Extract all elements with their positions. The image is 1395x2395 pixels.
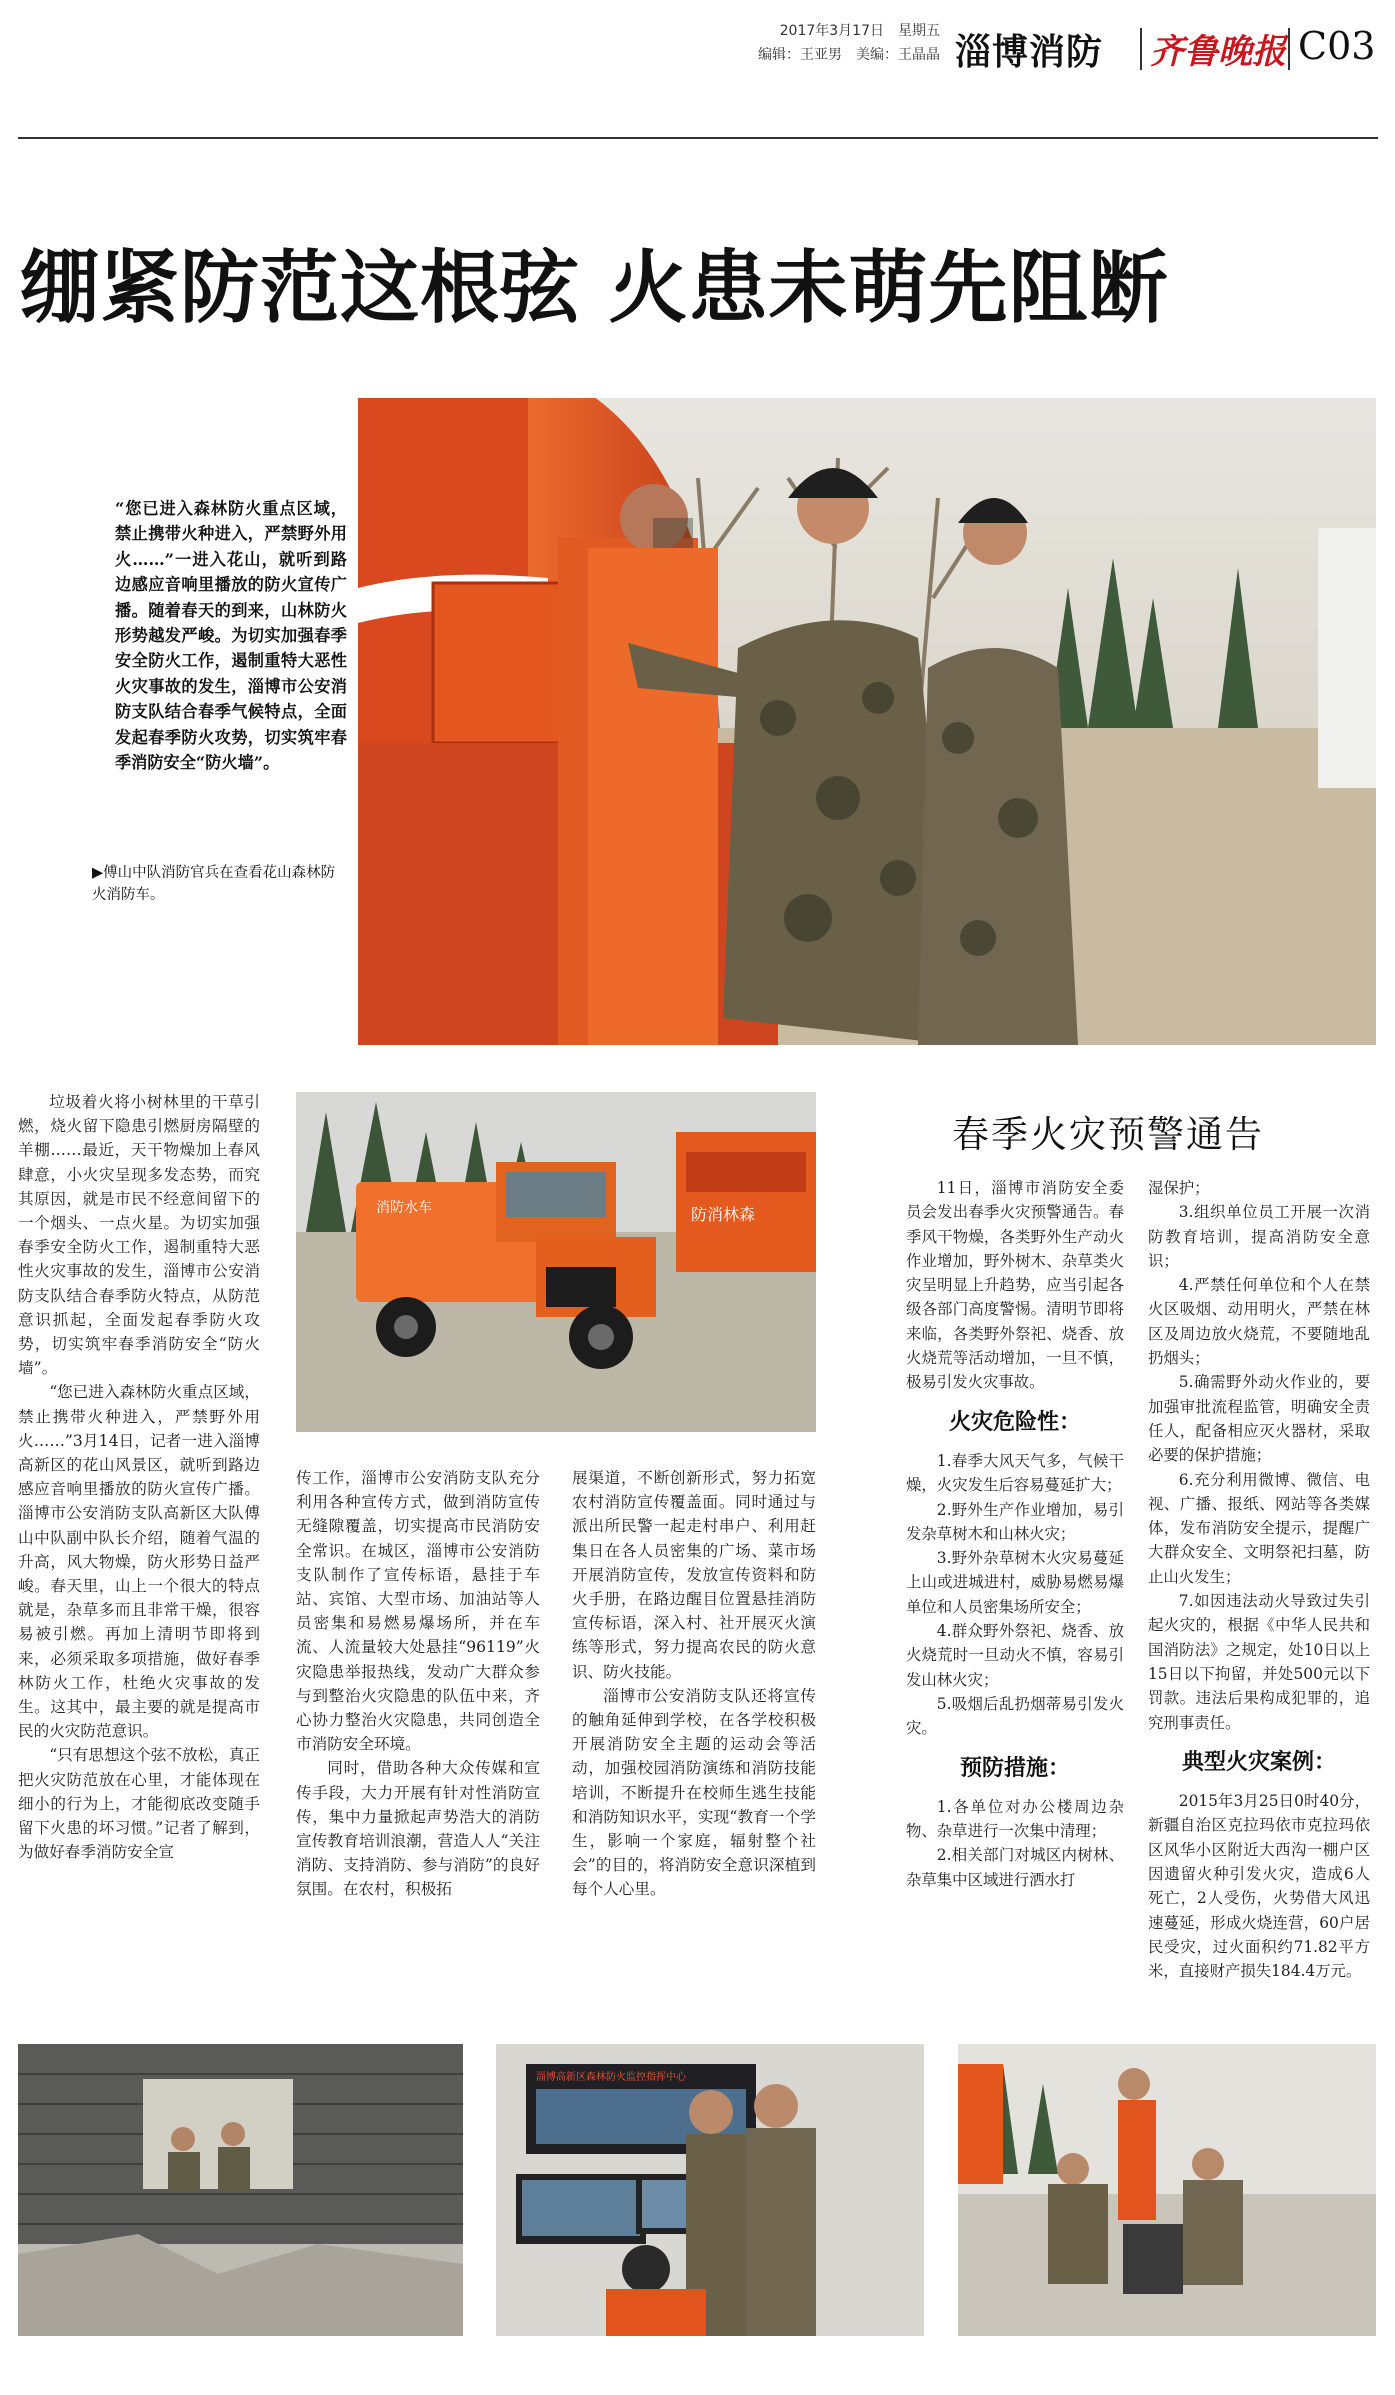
notice-item: 6.充分利用微博、微信、电视、广播、报纸、网站等各类媒体，发布消防安全提示，提醒广大群众安全、文明祭祀扫墓，防止山火发生； — [1148, 1470, 1370, 1586]
masthead-divider — [1140, 28, 1142, 70]
notice-column-2 — [1148, 1176, 1370, 1984]
lead-photo — [358, 398, 1376, 1045]
newspaper-logo: 齐鲁晚报 — [1150, 32, 1286, 72]
case-heading: 典型火灾案例： — [1181, 1749, 1336, 1775]
field-inspection-photo — [958, 2044, 1376, 2336]
control-room-sign: 淄博高新区森林防火监控指挥中心 — [536, 2072, 686, 2083]
page-headline: 绷紧防范这根弦 火患未萌先阻断 — [20, 242, 1169, 334]
burned-building-photo — [18, 2044, 463, 2336]
notice-column-1 — [906, 1176, 1124, 1892]
notice-item: 2.相关部门对城区内树林、杂草集中区域进行洒水打 — [906, 1846, 1124, 1889]
notice-intro: 11日，淄博市消防安全委员会发出春季火灾预警通告。春季风干物燥，各类野外生产动火作业增加，野外树木、杂草类火灾呈明显上升趋势，应当引起各级各部门高度警惕。清明节即将来临，各类野外祭祀、烧香、放火烧荒等活动增加，一旦不慎，极易引发火灾事故。 — [906, 1179, 1124, 1392]
masthead-divider-2 — [1288, 28, 1290, 70]
notice-item: 3.组织单位员工开展一次消防教育培训，提高消防安全意识； — [1148, 1203, 1370, 1270]
issue-date: 2017年3月17日 星期五 — [779, 23, 940, 39]
article-column-1 — [18, 1090, 260, 1865]
control-room-photo — [496, 2044, 924, 2336]
article-column-3 — [572, 1466, 816, 1902]
notice-item: 1.春季大风天气多，气候干燥，火灾发生后容易蔓延扩大； — [906, 1451, 1124, 1495]
header-rule — [18, 137, 1378, 139]
notice-item: 7.如因违法动火导致过失引起火灾的，根据《中华人民共和国消防法》之规定，处10日以上15日以下拘留，并处500元以下罚款。违法后果构成犯罪的，追究刑事责任。 — [1148, 1592, 1370, 1732]
notice-item: 4.严禁任何单位和个人在禁火区吸烟、动用明火，严禁在林区及周边放火烧荒，不要随地乱扔烟头； — [1148, 1276, 1370, 1368]
photo-caption: ▶傅山中队消防官兵在查看花山森林防火消防车。 — [92, 865, 336, 903]
notice-item: 4.群众野外祭祀、烧香、放火烧荒时一旦动火不慎，容易引发山林火灾； — [906, 1622, 1124, 1689]
notice-item: 1.各单位对办公楼周边杂物、杂草进行一次集中清理； — [906, 1797, 1124, 1841]
danger-heading: 火灾危险性： — [948, 1409, 1081, 1435]
fire-truck-photo — [296, 1092, 816, 1432]
article-paragraph: 展渠道，不断创新形式，努力拓宽农村消防宣传覆盖面。同时通过与派出所民警一起走村串户、利用赶集日在各人员密集的广场、菜市场开展消防宣传，发放宣传资料和防火手册，在路边醒目位置悬挂消防宣传标语，深入村、社开展灭火演练等形式，努力提高农民的防火意识、防火技能。 — [572, 1469, 816, 1681]
notice-item: 5.确需野外动火作业的，要加强审批流程监管，明确安全责任人，配备相应灭火器材，采取必要的保护措施； — [1148, 1373, 1370, 1465]
article-paragraph: 淄博市公安消防支队还将宣传的触角延伸到学校，在各学校积极开展消防安全主题的运动会等活动，加强校园消防演练和消防技能培训，不断提升在校师生逃生技能和消防知识水平，实现“教育一个学生，影响一个家庭，辐射整个社会”的目的，将消防安全意识深植到每个人心里。 — [572, 1686, 816, 1899]
notice-item: 5.吸烟后乱扔烟蒂易引发火灾。 — [906, 1694, 1124, 1738]
notice-title: 春季火灾预警通告 — [952, 1113, 1264, 1156]
article-paragraph: 垃圾着火将小树林里的干草引燃，烧火留下隐患引燃厨房隔壁的羊棚……最近，天干物燥加上春风肆意，小火灾呈现多发态势，而究其原因，就是市民不经意间留下的一个烟头、一点火星。为切实加强春季安全防火工作，遏制重特大恶性火灾事故的发生，淄博市公安消防支队结合春季防火特点，从防范意识抓起，全面发起春季防火攻势，切实筑牢春季消防安全“防火墙”。 — [18, 1093, 260, 1378]
tank-label: 消防水车 — [376, 1200, 432, 1216]
editor-credit: 编辑：王亚男 美编：王晶晶 — [758, 47, 940, 63]
page-number: C03 — [1298, 24, 1376, 68]
notice-item: 3.野外杂草树木火灾易蔓延上山或进城进村，威胁易燃易爆单位和人员密集场所安全； — [906, 1549, 1124, 1616]
measures-heading: 预防措施： — [959, 1755, 1070, 1781]
truck-side-label: 防消林森 — [691, 1205, 756, 1224]
article-paragraph: 传工作，淄博市公安消防支队充分利用各种宣传方式，做到消防宣传无缝隙覆盖，切实提高市民消防安全常识。在城区，淄博市公安消防支队制作了宣传标语，悬挂于车站、宾馆、大型市场、加油站等人员密集和易燃易爆场所，并在车流、人流量较大处悬挂“96119”火灾隐患举报热线，发动广大群众参与到整治火灾隐患的队伍中来，齐心协力整治火灾隐患，共同创造全市消防安全环境。 — [296, 1469, 540, 1754]
article-paragraph: “只有思想这个弦不放松，真正把火灾防范放在心里，才能体现在细小的行为上，才能彻底改变随手留下火患的坏习惯。”记者了解到，为做好春季消防安全宣 — [18, 1746, 260, 1862]
notice-item: 湿保护； — [1148, 1179, 1210, 1197]
notice-item: 2.野外生产作业增加，易引发杂草树木和山林火灾； — [906, 1500, 1124, 1543]
lead-paragraph: “您已进入森林防火重点区域，禁止携带火种进入，严禁野外用火……”一进入花山，就听到路边感应音响里播放的防火宣传广播。随着春天的到来，山林防火形势越发严峻。为切实加强春季安全防火工作，遏制重特大恶性火灾事故的发生，淄博市公安消防支队结合春季气候特点，全面发起春季防火攻势，切实筑牢春季消防安全“防火墙”。 — [115, 499, 347, 773]
article-paragraph: “您已进入森林防火重点区域，禁止携带火种进入，严禁野外用火……”3月14日，记者一进入淄博高新区的花山风景区，就听到路边感应音响里播放的防火宣传广播。淄博市公安消防支队高新区大队傅山中队副中队长介绍，随着气温的升高，风大物燥，防火形势日益严峻。春天里，山上一个很大的特点就是，杂草多而且非常干燥，很容易被引燃。再加上清明节即将到来，必须采取多项措施，做好春季林防火工作，杜绝火灾事故的发生。这其中，最主要的就是提高市民的火灾防范意识。 — [18, 1383, 260, 1741]
case-paragraph: 2015年3月25日0时40分，新疆自治区克拉玛依市克拉玛依区风华小区附近大西沟一棚户区因遗留火种引发火灾，造成6人死亡，2人受伤，火势借大风迅速蔓延，形成火烧连营，60户居民受灾，过火面积约71.82平方米，直接财产损失184.4万元。 — [1148, 1792, 1370, 1981]
section-name: 淄博消防 — [955, 32, 1104, 73]
article-column-2 — [296, 1466, 540, 1902]
article-paragraph: 同时，借助各种大众传媒和宣传手段，大力开展有针对性消防宣传，集中力量掀起声势浩大的消防宣传教育培训浪潮，营造人人“关注消防、支持消防、参与消防”的良好氛围。在农村，积极拓 — [296, 1759, 540, 1899]
